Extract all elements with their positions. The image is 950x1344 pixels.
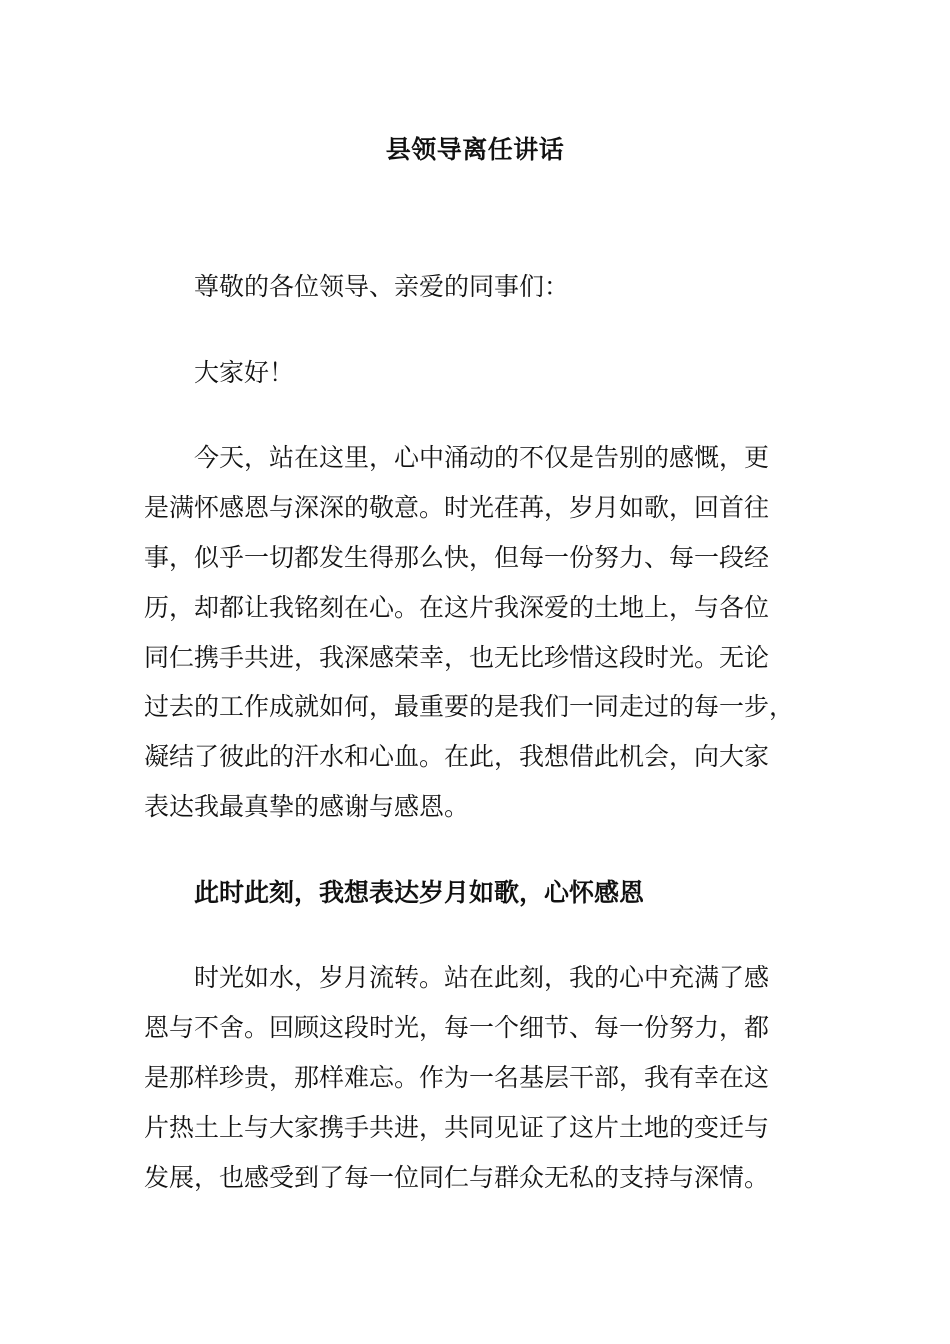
paragraph2-line: 片热土上与大家携手共进，共同见证了这片土地的变迁与: [144, 1113, 770, 1142]
paragraph1-line: 过去的工作成就如何，最重要的是我们一同走过的每一步，: [144, 692, 795, 721]
paragraph1-line: 事，似乎一切都发生得那么快，但每一份努力、每一段经: [144, 543, 770, 572]
document-title: 县领导离任讲话: [385, 135, 565, 164]
paragraph1-line: 历，却都让我铭刻在心。在这片我深爱的土地上，与各位: [144, 593, 770, 622]
greeting: 大家好！: [194, 358, 295, 387]
paragraph1-line: 同仁携手共进，我深感荣幸，也无比珍惜这段时光。无论: [144, 643, 770, 672]
paragraph1-line: 今天，站在这里，心中涌动的不仅是告别的感慨，更: [194, 443, 770, 472]
paragraph1-line: 凝结了彼此的汗水和心血。在此，我想借此机会，向大家: [144, 742, 770, 771]
paragraph1-line: 是满怀感恩与深深的敬意。时光荏苒，岁月如歌，回首往: [144, 493, 770, 522]
paragraph2-line: 发展，也感受到了每一位同仁与群众无私的支持与深情。: [144, 1163, 770, 1192]
salutation: 尊敬的各位领导、亲爱的同事们：: [194, 272, 570, 301]
section-heading: 此时此刻，我想表达岁月如歌，心怀感恩: [194, 878, 645, 907]
paragraph2-line: 是那样珍贵，那样难忘。作为一名基层干部，我有幸在这: [144, 1063, 770, 1092]
paragraph2-line: 时光如水，岁月流转。站在此刻，我的心中充满了感: [194, 963, 770, 992]
paragraph2-line: 恩与不舍。回顾这段时光，每一个细节、每一份努力，都: [144, 1013, 770, 1042]
paragraph1-line: 表达我最真挚的感谢与感恩。: [144, 792, 470, 821]
